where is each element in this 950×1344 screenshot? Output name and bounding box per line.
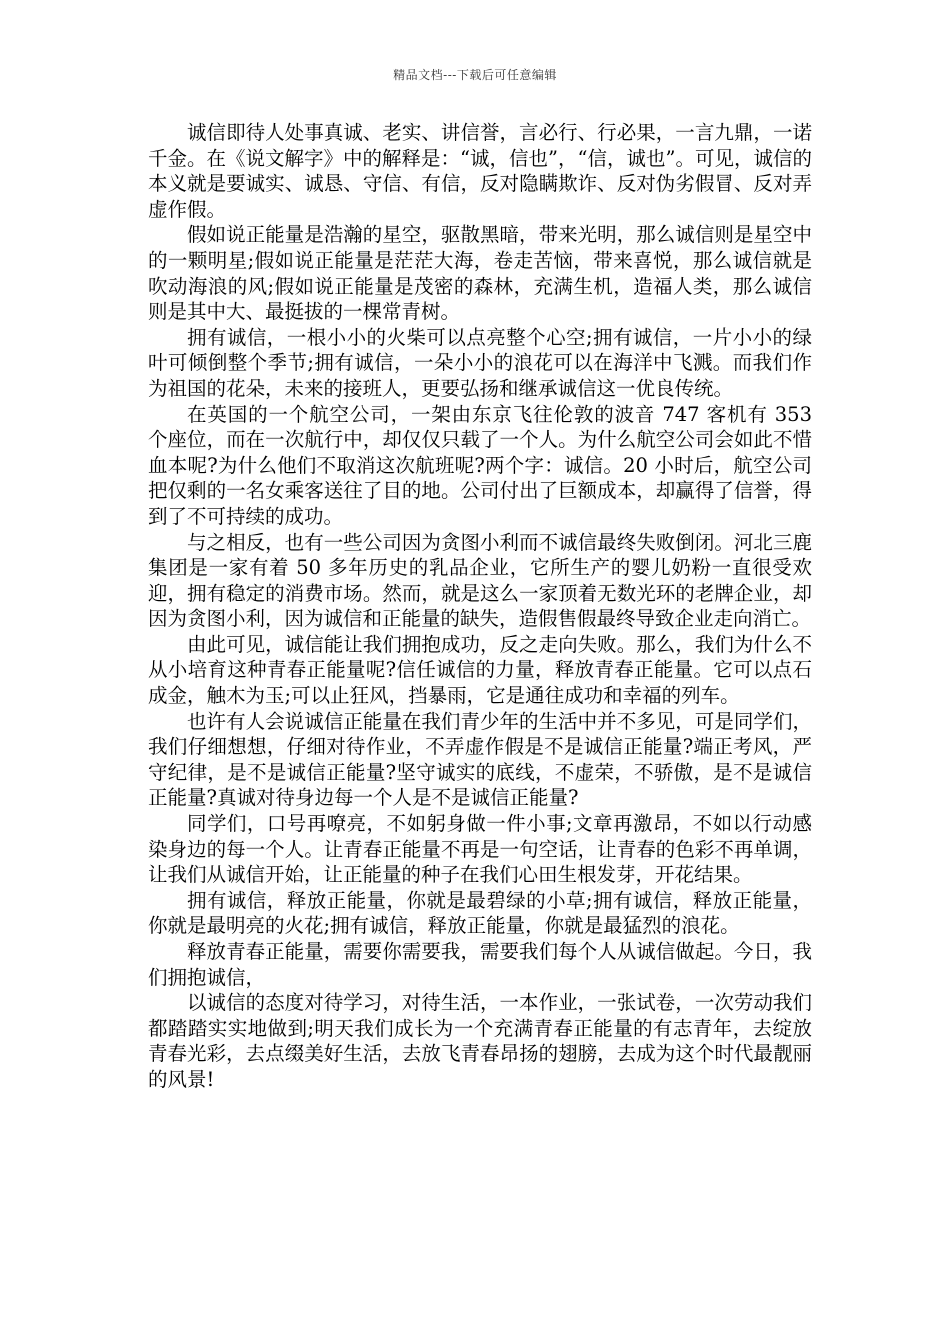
paragraph-3: 拥有诚信，一根小小的火柴可以点亮整个心空;拥有诚信，一片小小的绿叶可倾倒整个季节;拥有诚信，一朵小小的浪花可以在海洋中飞溅。而我们作为祖国的花朵，未来的接班人，更要弘扬和继承诚信这一优良传统。 (148, 325, 812, 400)
paragraph-2: 假如说正能量是浩瀚的星空，驱散黑暗，带来光明，那么诚信则是星空中的一颗明星;假如说正能量是茫茫大海，卷走苦恼，带来喜悦，那么诚信就是吹动海浪的风;假如说正能量是茂密的森林，充满生机，造福人类，那么诚信则是其中大、最挺拔的一棵常青树。 (148, 223, 812, 324)
paragraph-8: 同学们，口号再嘹亮，不如躬身做一件小事;文章再激昂，不如以行动感染身边的每一个人。让青春正能量不再是一句空话，让青春的色彩不再单调，让我们从诚信开始，让正能量的种子在我们心田生根发芽，开花结果。 (148, 812, 812, 887)
essay-body (148, 120, 812, 1093)
paragraph-1: 诚信即待人处事真诚、老实、讲信誉，言必行、行必果，一言九鼎，一诺千金。在《说文解字》中的解释是：“诚，信也”，“信，诚也”。可见，诚信的本义就是要诚实、诚恳、守信、有信，反对隐瞒欺诈、反对伪劣假冒、反对弄虚作假。 (148, 121, 812, 221)
paragraph-7: 也许有人会说诚信正能量在我们青少年的生活中并不多见，可是同学们，我们仔细想想，仔细对待作业，不弄虚作假是不是诚信正能量?端正考风，严守纪律，是不是诚信正能量?坚守诚实的底线，不虚荣，不骄傲，是不是诚信正能量?真诚对待身边每一个人是不是诚信正能量? (148, 709, 812, 810)
paragraph-4: 在英国的一个航空公司，一架由东京飞往伦敦的波音 747 客机有 353 个座位，而在一次航行中，却仅仅只载了一个人。为什么航空公司会如此不惜血本呢?为什么他们不取消这次航班呢?两个字：诚信。20 小时后，航空公司把仅剩的一名女乘客送往了目的地。公司付出了巨额成本，却赢得了信誉，得到了不可持续的成功。 (148, 402, 812, 528)
paragraph-10: 释放青春正能量，需要你需要我，需要我们每个人从诚信做起。今日，我们拥抱诚信， (148, 940, 812, 989)
paragraph-6: 由此可见，诚信能让我们拥抱成功，反之走向失败。那么，我们为什么不从小培育这种青春正能量呢?信任诚信的力量，释放青春正能量。它可以点石成金，触木为玉;可以止狂风，挡暴雨，它是通往成功和幸福的列车。 (148, 632, 812, 708)
paragraph-11: 以诚信的态度对待学习，对待生活，一本作业，一张试卷，一次劳动我们都踏踏实实地做到;明天我们成长为一个充满青春正能量的有志青年，去绽放青春光彩，去点缀美好生活，去放飞青春昂扬的翅膀，去成为这个时代最靓丽的风景! (148, 991, 812, 1091)
paragraph-9: 拥有诚信，释放正能量，你就是最碧绿的小草;拥有诚信，释放正能量，你就是最明亮的火花;拥有诚信，释放正能量，你就是最猛烈的浪花。 (148, 888, 812, 938)
page-header: 精品文档---下载后可任意编辑 (393, 68, 557, 82)
paragraph-5: 与之相反，也有一些公司因为贪图小利而不诚信最终失败倒闭。河北三鹿集团是一家有着 50 多年历史的乳品企业，它所生产的婴儿奶粉一直很受欢迎，拥有稳定的消费市场。然而，就是这么一家顶着无数光环的老牌企业，却因为贪图小利，因为诚信和正能量的缺失，造假售假最终导致企业走向消亡。 (148, 530, 812, 631)
